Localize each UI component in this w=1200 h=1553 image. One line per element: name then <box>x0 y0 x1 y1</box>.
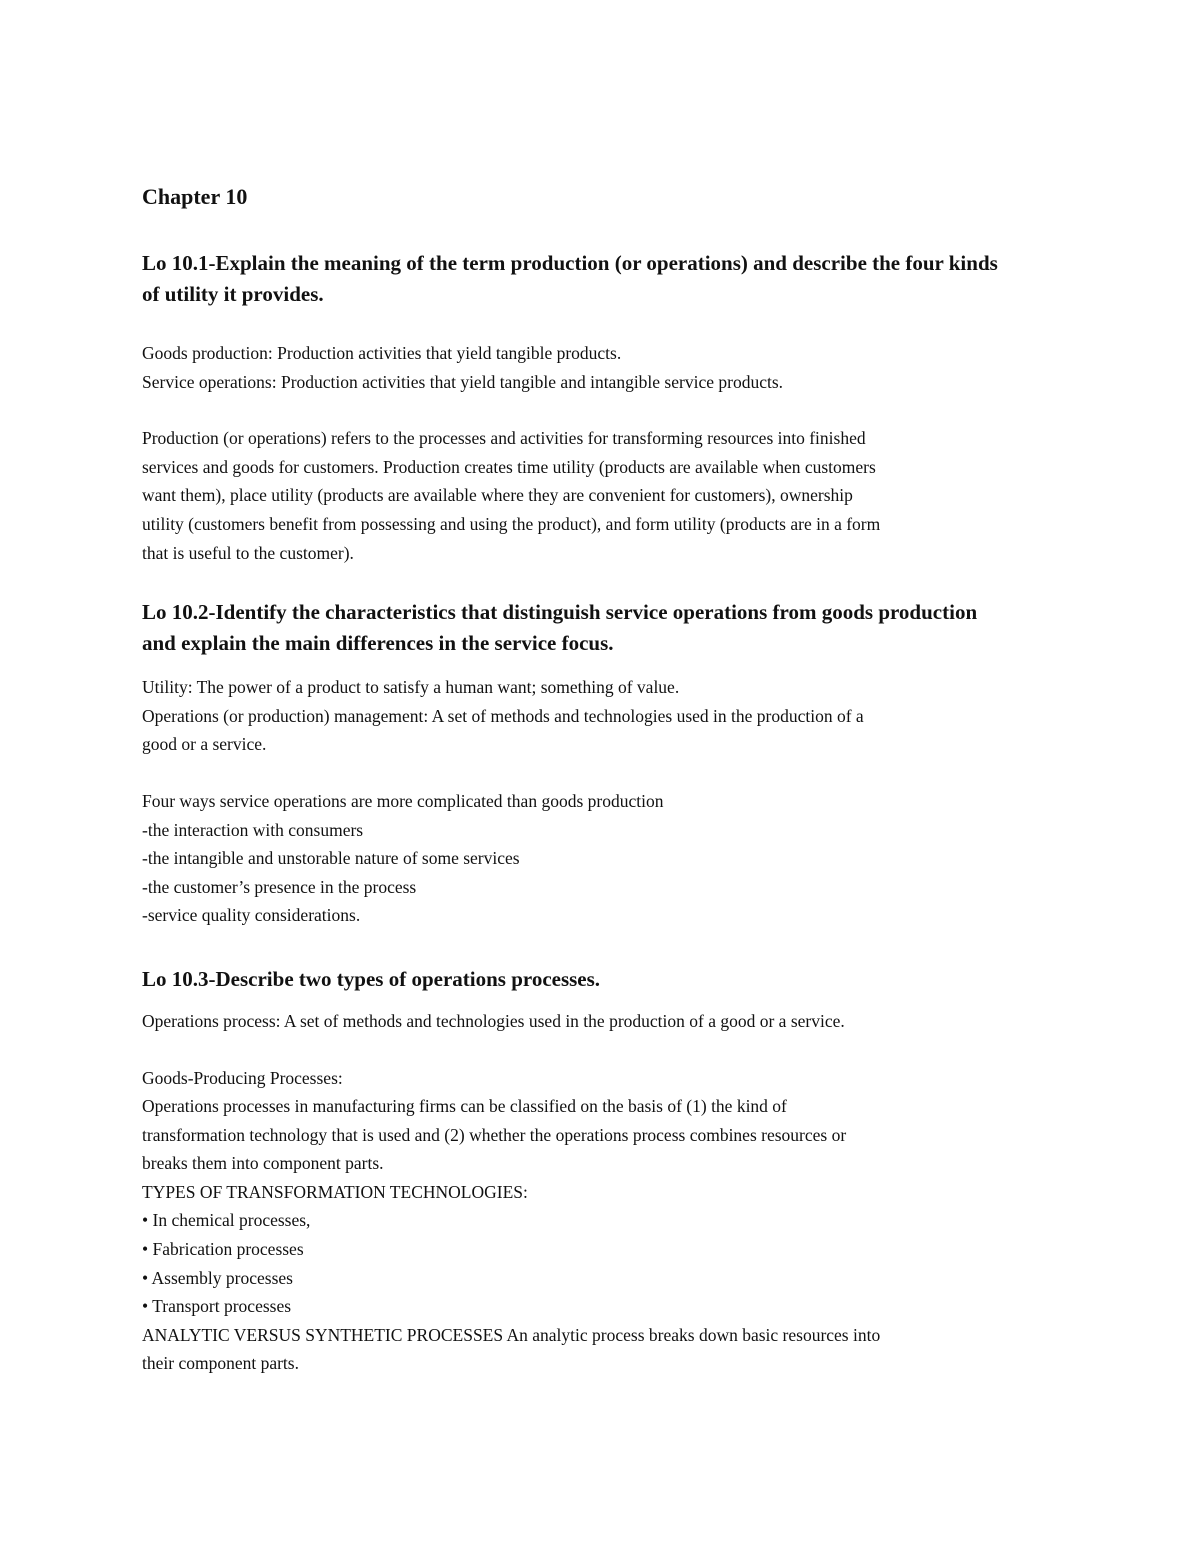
bullet-item: • In chemical processes, <box>142 1210 311 1231</box>
section-lo-10-3 <box>142 964 1062 1378</box>
chapter-title: Chapter 10 <box>142 184 248 209</box>
definition-line: Operations (or production) management: A set of methods and technologies used in the production of a <box>142 705 864 726</box>
heading-line: Lo 10.3-Describe two types of operations processes. <box>142 966 601 991</box>
list-item: -the customer’s presence in the process <box>142 876 417 897</box>
lo-10-3-heading <box>142 964 1062 995</box>
definition-line: Operations process: A set of methods and technologies used in the production of a good or a service. <box>142 1010 845 1031</box>
definition-line: good or a service. <box>142 734 267 755</box>
body-line: ANALYTIC VERSUS SYNTHETIC PROCESSES An analytic process breaks down basic resources into <box>142 1324 881 1345</box>
lo-10-1-definitions <box>142 339 1062 396</box>
definition-line: Utility: The power of a product to satisfy a human want; something of value. <box>142 677 680 698</box>
list-item: Four ways service operations are more complicated than goods production <box>142 790 664 811</box>
lo-10-3-definitions <box>142 1007 1062 1036</box>
heading-line: of utility it provides. <box>142 282 324 306</box>
heading-line: and explain the main differences in the service focus. <box>142 631 614 656</box>
body-line: breaks them into component parts. <box>142 1153 384 1174</box>
lo-10-2-list <box>142 787 1062 930</box>
heading-line: Lo 10.2-Identify the characteristics that distinguish service operations from goods production <box>142 600 978 625</box>
body-line: TYPES OF TRANSFORMATION TECHNOLOGIES: <box>142 1181 528 1202</box>
lo-10-1-paragraph <box>142 424 1062 567</box>
list-item: -the intangible and unstorable nature of some services <box>142 848 520 869</box>
definition-line: Goods production: Production activities that yield tangible products. <box>142 343 622 363</box>
lo-10-1-heading <box>142 248 1062 310</box>
section-lo-10-1 <box>142 248 1062 567</box>
bullet-item: • Fabrication processes <box>142 1239 304 1260</box>
heading-line: Lo 10.1-Explain the meaning of the term production (or operations) and describe the four kinds <box>142 251 998 275</box>
paragraph-line: Production (or operations) refers to the processes and activities for transforming resources into finished <box>142 428 866 449</box>
section-lo-10-2 <box>142 597 1062 930</box>
bullet-item: • Transport processes <box>142 1296 292 1317</box>
bullet-item: • Assembly processes <box>142 1267 293 1288</box>
paragraph-line: utility (customers benefit from possessing and using the product), and form utility (products are in a form <box>142 513 881 534</box>
document-page <box>142 180 1062 1378</box>
list-item: -the interaction with consumers <box>142 819 364 840</box>
paragraph-line: that is useful to the customer). <box>142 542 354 563</box>
body-line: transformation technology that is used and (2) whether the operations process combines resources or <box>142 1124 847 1145</box>
lo-10-2-heading <box>142 597 1062 659</box>
paragraph-line: services and goods for customers. Production creates time utility (products are available when customers <box>142 456 876 477</box>
lo-10-2-definitions <box>142 673 1062 759</box>
lo-10-3-body <box>142 1064 1062 1379</box>
body-line: their component parts. <box>142 1353 299 1374</box>
definition-line: Service operations: Production activities that yield tangible and intangible service products. <box>142 371 784 392</box>
body-line: Goods-Producing Processes: <box>142 1067 343 1088</box>
list-item: -service quality considerations. <box>142 905 361 926</box>
body-line: Operations processes in manufacturing firms can be classified on the basis of (1) the kind of <box>142 1096 787 1117</box>
paragraph-line: want them), place utility (products are available where they are convenient for customers), ownership <box>142 485 853 506</box>
